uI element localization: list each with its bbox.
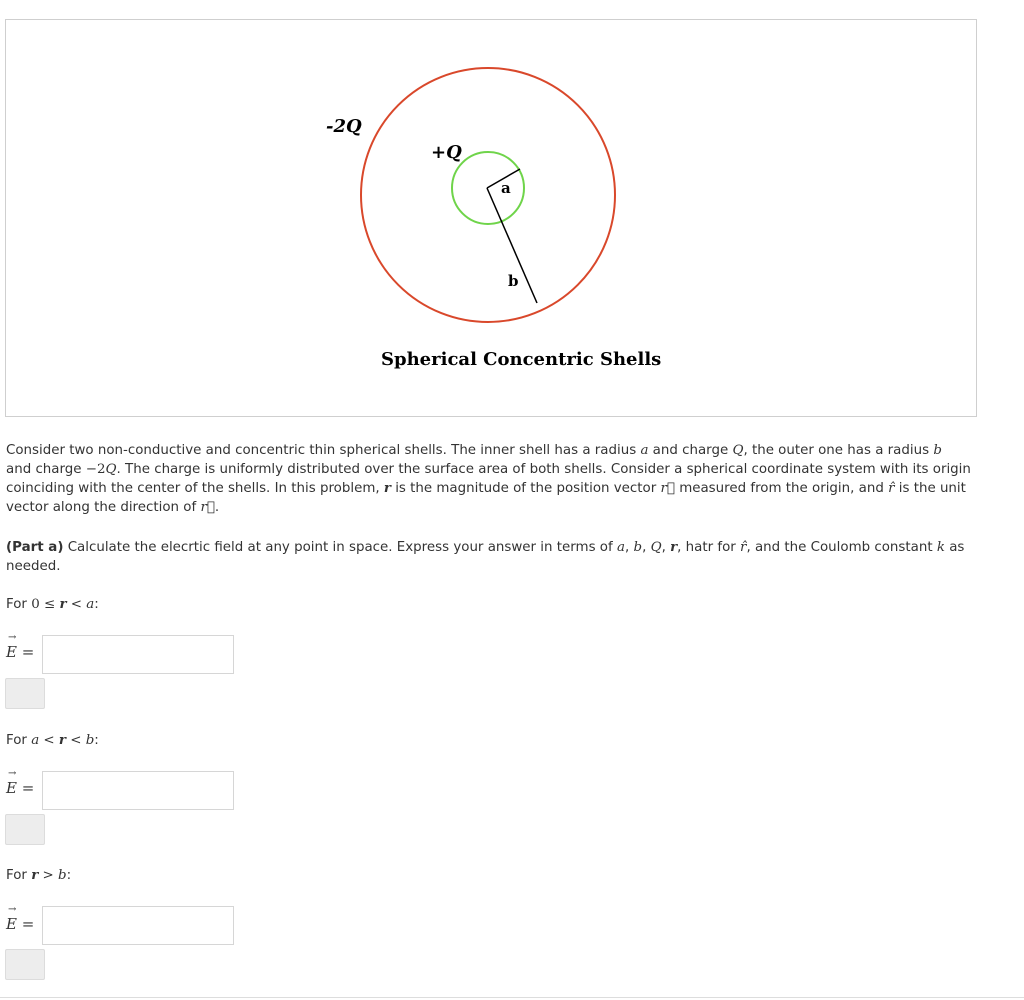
vector-arrow: → (8, 768, 17, 779)
var-b: b (933, 443, 942, 458)
hat-r: r̂ (740, 540, 747, 555)
region-1-field-label (6, 632, 35, 661)
outer-shell (361, 68, 615, 322)
separator: , (624, 540, 634, 555)
vector-arrow: → (8, 632, 17, 643)
region-3-answer-input[interactable] (42, 906, 234, 945)
vec-r: r⃗ (200, 500, 215, 515)
condition-lhs: a (31, 733, 40, 748)
condition-rhs: b (57, 868, 67, 883)
intro-text: and charge (648, 443, 733, 458)
figure-title: Spherical Concentric Shells (381, 349, 662, 370)
intro-text: is the unit vector along the direction of (6, 481, 966, 515)
part-a-label: (Part a) (6, 540, 64, 555)
bottom-divider (0, 997, 1024, 998)
condition-op: > (38, 868, 58, 883)
var-a: a (616, 540, 625, 555)
e-var: E (6, 779, 17, 797)
intro-text: . The charge is uniformly distributed over the surface area of both shells. Consider a spherical coordinate system with its origin coinciding with the center of the shells. In this problem, (6, 462, 971, 496)
hat-r: r̂ (888, 481, 895, 496)
radius-b-label: b (508, 272, 519, 290)
condition-suffix: : (94, 733, 99, 748)
outer-charge-label: -2Q (326, 116, 362, 137)
equals-sign: = (16, 915, 35, 933)
region-2-condition (6, 732, 99, 748)
intro-text: measured from the origin, and (674, 481, 889, 496)
figure-frame (5, 19, 977, 417)
equals-sign: = (16, 643, 35, 661)
var-q: Q (650, 540, 662, 555)
condition-lhs: 0 (31, 597, 40, 612)
var-k: k (936, 540, 945, 555)
condition-op: ≤ (39, 597, 60, 612)
e-var: E (6, 643, 17, 661)
condition-mid: r (59, 596, 67, 612)
condition-prefix: For (6, 868, 32, 883)
var-q: Q (105, 462, 117, 477)
part-a-text: as needed. (6, 540, 965, 574)
inner-charge-label: +Q (431, 142, 462, 163)
var-r: r (383, 480, 391, 496)
condition-prefix: For (6, 597, 32, 612)
region-2-answer-input[interactable] (42, 771, 234, 810)
intro-text: , the outer one has a radius (743, 443, 934, 458)
part-a-prompt (6, 538, 971, 576)
condition-lhs: r (31, 867, 39, 883)
condition-rhs: b (85, 733, 95, 748)
intro-text: is the magnitude of the position vector (390, 481, 661, 496)
var-b: b (633, 540, 643, 555)
condition-suffix: : (66, 868, 72, 883)
intro-text: and charge (6, 462, 86, 477)
condition-rhs: a (86, 597, 95, 612)
condition-op: < (66, 597, 87, 612)
region-1-submit-button[interactable] (5, 678, 45, 709)
intro-text: . (214, 500, 220, 515)
radius-a-label: a (501, 179, 511, 197)
region-3-field-label (6, 904, 35, 933)
region-3-condition (6, 867, 71, 883)
problem-intro (6, 441, 971, 517)
equals-sign: = (16, 779, 35, 797)
condition-suffix: : (94, 597, 99, 612)
var-a: a (640, 443, 649, 458)
region-3-submit-button[interactable] (5, 949, 45, 980)
region-1-condition (6, 596, 99, 612)
var-q: Q (732, 443, 744, 458)
vector-arrow: → (8, 904, 17, 915)
condition-op: < (39, 733, 59, 748)
separator: , (642, 540, 651, 555)
coefficient-two: 2 (97, 462, 106, 477)
part-a-text: , hatr for (677, 540, 741, 555)
condition-op: < (65, 733, 86, 748)
part-a-text: Calculate the elecrtic field at any point in space. Express your answer in terms of (63, 540, 617, 555)
separator: , (661, 540, 671, 555)
intro-text: Consider two non-conductive and concentric thin spherical shells. The inner shell has a radius (6, 443, 641, 458)
var-r: r (670, 539, 678, 555)
region-1-answer-input[interactable] (42, 635, 234, 674)
vec-r: r⃗ (660, 481, 675, 496)
minus-sign: − (85, 462, 98, 477)
region-2-submit-button[interactable] (5, 814, 45, 845)
condition-prefix: For (6, 733, 32, 748)
region-2-field-label (6, 768, 35, 797)
part-a-text: , and the Coulomb constant (746, 540, 937, 555)
e-var: E (6, 915, 17, 933)
condition-mid: r (58, 732, 66, 748)
